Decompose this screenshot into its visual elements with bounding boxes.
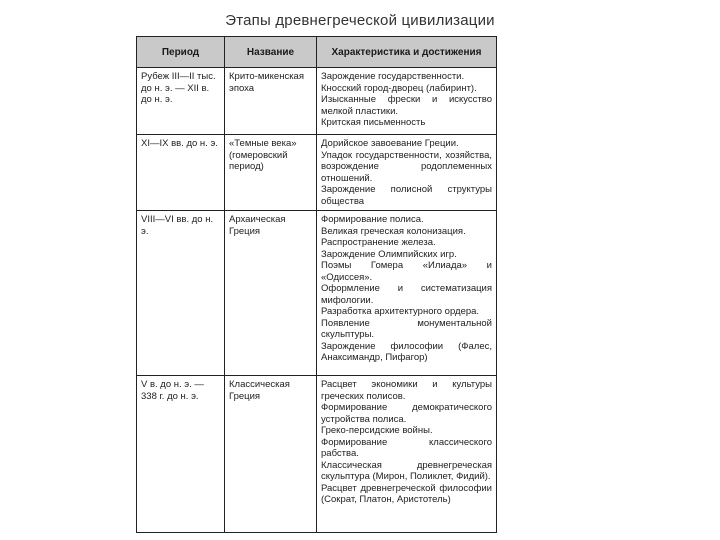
table-header-row bbox=[137, 37, 497, 68]
achievement-item: Изысканные фрески и искусство мелкой пластики. bbox=[321, 94, 492, 117]
achievement-item: Расцвет экономики и культуры греческих полисов. bbox=[321, 379, 492, 402]
period-cell: VIII—VI вв. до н. э. bbox=[137, 211, 225, 376]
achievement-item: Зарождение философии (Фалес, Анаксимандр, Пифагор) bbox=[321, 340, 492, 363]
achievement-item: Зарождение полисной структуры общества bbox=[321, 184, 492, 207]
achievement-item: Формирование демократического устройства полиса. bbox=[321, 402, 492, 425]
achievement-item: Зарождение государственности. bbox=[321, 71, 465, 82]
table-row bbox=[137, 211, 497, 376]
achievements-cell bbox=[317, 376, 497, 533]
civilization-stages-table bbox=[136, 36, 497, 533]
page-title: Этапы древнегреческой цивилизации bbox=[225, 12, 495, 29]
period-cell: V в. до н. э. — 338 г. до н. э. bbox=[137, 376, 225, 533]
achievement-item: Критская письменность bbox=[321, 117, 426, 128]
period-cell: XI—IX вв. до н. э. bbox=[137, 135, 225, 211]
achievement-item: Великая греческая колонизация. bbox=[321, 225, 466, 237]
header-period: Период bbox=[137, 37, 225, 68]
table-row bbox=[137, 135, 497, 211]
achievement-item: Кносский город-дворец (лабиринт). bbox=[321, 82, 477, 94]
header-achievements: Характеристика и достижения bbox=[317, 37, 497, 68]
achievements-cell bbox=[317, 211, 497, 376]
achievement-item: Формирование полиса. bbox=[321, 214, 424, 225]
name-cell: «Темные века» (гомеровский период) bbox=[225, 135, 317, 211]
achievement-item: Появление монументальной скульптуры. bbox=[321, 317, 492, 340]
name-cell: Архаическая Греция bbox=[225, 211, 317, 376]
achievement-item: Классическая древнегреческая скульптура (Мирон, Поликлет, Фидий). bbox=[321, 459, 492, 482]
table-row bbox=[137, 68, 497, 135]
achievement-item: Оформление и систематизация мифологии. bbox=[321, 283, 492, 306]
achievement-item: Дорийское завоевание Греции. bbox=[321, 138, 459, 149]
name-cell: Классическая Греция bbox=[225, 376, 317, 533]
achievement-item: Поэмы Гомера «Илиада» и «Одиссея». bbox=[321, 260, 492, 283]
civilization-stages-table-wrapper bbox=[136, 36, 496, 533]
period-cell: Рубеж III—II тыс. до н. э. — XII в. до н. э. bbox=[137, 68, 225, 135]
achievement-item: Расцвет древнегреческой философии (Сократ, Платон, Аристотель) bbox=[321, 482, 492, 505]
achievement-item: Упадок государственности, хозяйства, возрождение родоплеменных отношений. bbox=[321, 149, 492, 184]
achievement-item: Распространение железа. bbox=[321, 237, 436, 248]
achievement-item: Разработка архитектурного ордера. bbox=[321, 306, 480, 317]
table-row bbox=[137, 376, 497, 533]
header-name: Название bbox=[225, 37, 317, 68]
achievements-cell bbox=[317, 135, 497, 211]
achievement-item: Греко-персидские войны. bbox=[321, 425, 433, 436]
achievement-item: Формирование классического рабства. bbox=[321, 436, 492, 459]
name-cell: Крито-микенская эпоха bbox=[225, 68, 317, 135]
achievements-cell bbox=[317, 68, 497, 135]
achievement-item: Зарождение Олимпийских игр. bbox=[321, 248, 457, 260]
